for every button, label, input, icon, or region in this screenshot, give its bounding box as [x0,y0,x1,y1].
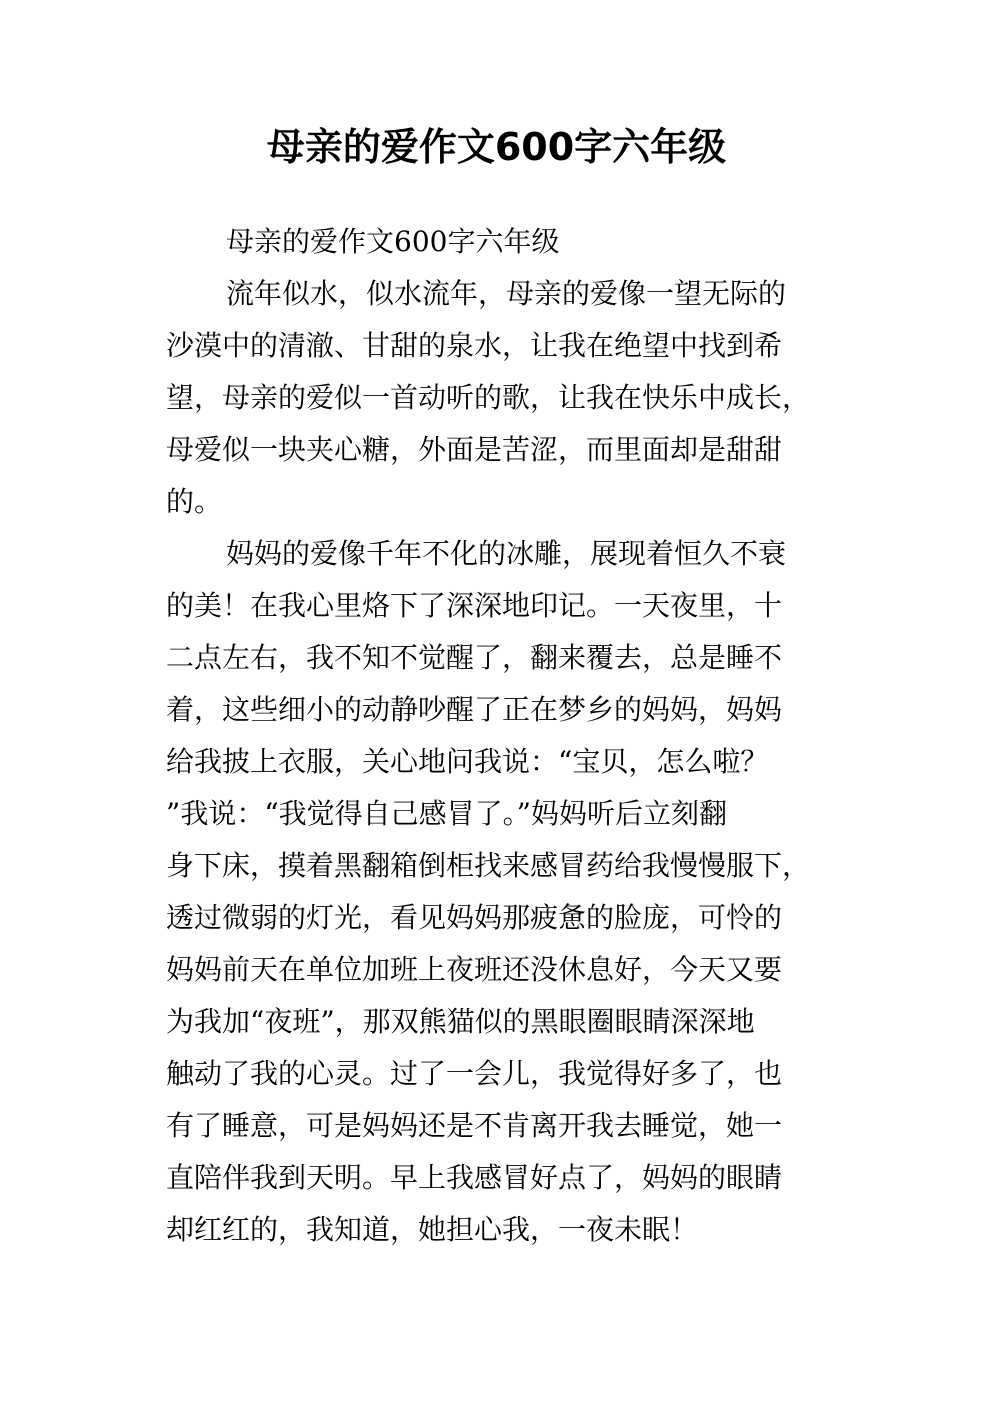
paragraph-2-line: 有了睡意，可是妈妈还是不肯离开我去睡觉，她一 [166,1109,783,1142]
paragraph-2-line: 却红红的，我知道，她担心我，一夜未眠！ [166,1213,699,1246]
document-body [166,216,838,1256]
paragraph-1-line: 沙漠中的清澈、甘甜的泉水，让我在绝望中找到希 [166,329,783,362]
document-title: 母亲的爱作文600字六年级 [266,125,727,169]
paragraph-2-line: 为我加“夜班”，那双熊猫似的黑眼圈眼睛深深地 [166,1005,755,1038]
paragraph-2-line: 直陪伴我到天明。早上我感冒好点了，妈妈的眼睛 [166,1161,783,1194]
paragraph-2-line: 妈妈前天在单位加班上夜班还没休息好，今天又要 [166,953,783,986]
paragraph-2-line: 身下床，摸着黑翻箱倒柜找来感冒药给我慢慢服下， [166,849,811,882]
paragraph-2-line: 着，这些细小的动静吵醒了正在梦乡的妈妈，妈妈 [166,693,783,726]
paragraph-1-line: 母爱似一块夹心糖，外面是苦涩，而里面却是甜甜 [166,433,783,466]
paragraph-2-line: 妈妈的爱像千年不化的冰雕，展现着恒久不衰 [226,537,787,570]
paragraph-2-line: 触动了我的心灵。过了一会儿，我觉得好多了，也 [166,1057,783,1090]
paragraph-1-line: 流年似水，似水流年，母亲的爱像一望无际的 [226,277,787,310]
paragraph-2-line: 透过微弱的灯光，看见妈妈那疲惫的脸庞，可怜的 [166,901,783,934]
paragraph-2-line: 的美！在我心里烙下了深深地印记。一天夜里，十 [166,589,783,622]
paragraph-2-line: 给我披上衣服，关心地问我说：“宝贝，怎么啦？ [166,745,769,778]
paragraph-1-line: 望，母亲的爱似一首动听的歌，让我在快乐中成长， [166,381,811,414]
paragraph-2-line: 二点左右，我不知不觉醒了，翻来覆去，总是睡不 [166,641,783,674]
subtitle-line: 母亲的爱作文600字六年级 [226,225,560,258]
paragraph-2-line: ”我说：“我觉得自己感冒了。”妈妈听后立刻翻 [166,797,727,830]
paragraph-1-line: 的。 [166,485,223,518]
